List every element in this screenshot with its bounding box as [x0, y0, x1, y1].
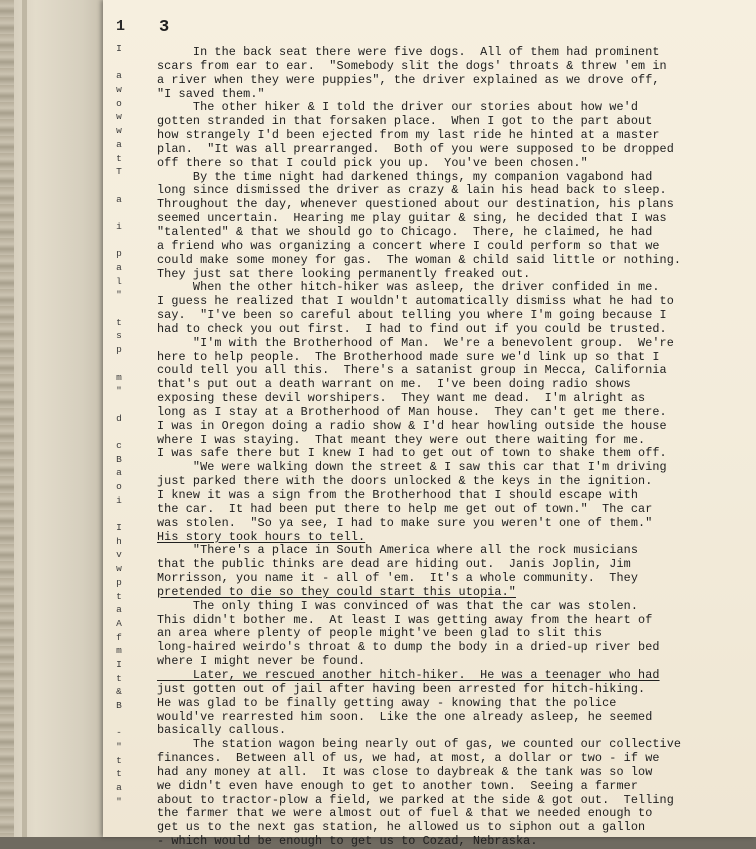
text-line: about to tractor-plow a field, we parked at the side & got out. Telling [157, 792, 674, 807]
margin-letter: d [116, 412, 122, 424]
margin-letter: s [116, 330, 122, 342]
text-line: would've rearrested him soon. Like the one already asleep, he seemed [157, 709, 653, 724]
text-line: gotten stranded in that forsaken place. When I got to the part about [157, 114, 653, 129]
text-line: long-haired weirdo's throat & to dump the body in a dried-up river bed [157, 640, 660, 655]
margin-letter: m [116, 645, 122, 657]
margin-letter [112, 398, 126, 412]
text-line: could tell you all this. There's a satanist group in Mecca, California [157, 363, 667, 378]
margin-letter: a [116, 138, 122, 150]
text-line: The station wagon being nearly out of gas, we counted our collective [157, 737, 682, 752]
text-line: In the back seat there were five dogs. All of them had prominent [157, 45, 660, 59]
text-line: "There's a place in South America where all the rock musicians [157, 543, 639, 558]
body-text [157, 46, 752, 849]
text-line: long as I stay at a Brotherhood of Man house. They can't get me there. [157, 404, 667, 419]
underlying-page-margin-letters [112, 42, 126, 809]
text-line: pretended to die so they could start this utopia." [157, 584, 516, 599]
margin-letter: I [116, 43, 122, 54]
margin-letter: l [116, 275, 122, 287]
margin-letter: a [116, 467, 122, 479]
text-line: a river when they were puppies", the driver explained as we drove off, [157, 72, 660, 87]
underlying-page-number: 1 [116, 18, 126, 35]
text-line: Later, we rescued another hitch-hiker. He was a teenager who had [157, 667, 660, 682]
text-line: was stolen. "So ya see, I had to make sure you weren't one of them." [157, 515, 653, 530]
margin-letter: " [116, 289, 122, 301]
text-line: could make some money for gas. The woman & child said little or nothing. [157, 252, 682, 267]
margin-letter: " [116, 385, 122, 397]
text-line: we didn't even have enough to get to another town. Seeing a farmer [157, 778, 639, 793]
margin-letter: i [116, 494, 122, 506]
margin-letter: t [116, 316, 122, 328]
text-line: basically callous. [157, 723, 287, 738]
margin-letter: a [116, 782, 122, 794]
text-line: just gotten out of jail after having been arrested for hitch-hiking. [157, 681, 646, 696]
margin-letter: I [116, 522, 122, 534]
margin-letter: m [116, 371, 122, 383]
text-line: When the other hitch-hiker was asleep, the driver confided in me. [157, 280, 660, 295]
margin-letter: o [116, 97, 122, 109]
text-line: finances. Between all of us, we had, at most, a dollar or two - if we [157, 751, 660, 766]
text-line: This didn't bother me. At least I was getting away from the heart of [157, 612, 653, 627]
text-line: He was glad to be finally getting away - knowing that the police [157, 695, 617, 710]
text-line: just parked there with the doors unlocked & the keys in the ignition. [157, 474, 653, 489]
margin-letter: i [116, 220, 122, 232]
text-line: had any money at all. It was close to daybreak & the tank was so low [157, 764, 653, 779]
text-line: "I saved them." [157, 86, 265, 101]
text-line: Throughout the day, whenever questioned about our destination, his plans [157, 197, 674, 212]
margin-letter: a [116, 604, 122, 616]
text-line: They just sat there looking permanently freaked out. [157, 266, 531, 281]
text-line: I knew it was a sign from the Brotherhood that I should escape with [157, 488, 639, 502]
margin-letter: t [116, 768, 122, 780]
text-line: that's put out a death warrant on me. I've been doing radio shows [157, 377, 631, 392]
text-line: I guess he realized that I wouldn't automatically dismiss what he had to [157, 294, 674, 309]
margin-letter: o [116, 481, 122, 492]
margin-letter [112, 713, 126, 727]
text-line: seemed uncertain. Hearing me play guitar & sing, he decided that I was [157, 211, 667, 226]
text-line: that the public thinks are dead are hiding out. Janis Joplin, Jim [157, 557, 631, 572]
margin-letter [112, 234, 126, 248]
margin-letter: t [116, 672, 122, 684]
margin-letter: p [116, 248, 122, 260]
text-line: "I'm with the Brotherhood of Man. We're a benevolent group. We're [157, 335, 674, 350]
text-line: say. "I've been so careful about telling you where I'm going because I [157, 308, 667, 323]
margin-letter: T [116, 166, 122, 178]
margin-letter: p [116, 344, 122, 356]
margin-letter [112, 302, 126, 316]
text-line: the car. It had been put there to help me get out of town." The car [157, 501, 653, 516]
margin-letter: B [116, 700, 122, 711]
text-line: The only thing I was convinced of was that the car was stolen. [157, 598, 639, 613]
text-line: where I was staying. That meant they were out there waiting for me. [157, 432, 646, 447]
margin-letter: w [116, 111, 122, 123]
text-line: where I might never be found. [157, 654, 366, 669]
margin-letter: w [116, 84, 122, 96]
text-line: how strangely I'd been ejected from my last ride he hinted at a master [157, 128, 660, 143]
margin-letter [112, 425, 126, 439]
text-line: - which would be enough to get us to Cozad, Nebraska. [157, 834, 538, 849]
text-line: off there so that I could pick you up. You've been chosen." [157, 155, 588, 170]
text-line: I was safe there but I knew I had to get out of town to shake them off. [157, 446, 667, 461]
text-line: By the time night had darkened things, my companion vagabond had [157, 169, 653, 184]
page-number: 3 [159, 18, 170, 37]
text-line: "talented" & that we should go to Chicago. There, he claimed, he had [157, 224, 653, 239]
text-line: had to check you out first. I had to find out if you could be trusted. [157, 321, 667, 336]
margin-letter [112, 206, 126, 220]
margin-letter: I [116, 658, 122, 670]
margin-letter [112, 507, 126, 521]
margin-letter: a [116, 262, 122, 273]
margin-letter: - [116, 727, 122, 739]
typewritten-page [103, 0, 756, 849]
margin-letter: h [116, 535, 122, 547]
text-line: get us to the next gas station, he allowed us to siphon out a gallon [157, 820, 646, 835]
text-line: The other hiker & I told the driver our stories about how we'd [157, 100, 639, 115]
text-line: "We were walking down the street & I saw this car that I'm driving [157, 460, 667, 475]
text-line: scars from ear to ear. "Somebody slit the dogs' throats & threw 'em in [157, 58, 667, 73]
margin-letter: f [116, 631, 122, 643]
text-line: a friend who was organizing a concert where I could perform so that we [157, 238, 660, 253]
text-line: I was in Oregon doing a radio show & I'd hear howling outside the house [157, 418, 667, 433]
margin-letter: w [116, 125, 122, 137]
text-line: long since dismissed the driver as crazy & lain his head back to sleep. [157, 183, 667, 198]
margin-letter: w [116, 563, 122, 575]
margin-letter: B [116, 453, 122, 465]
page-stack-edge [0, 0, 14, 837]
margin-letter [112, 56, 126, 70]
margin-letter: c [116, 439, 122, 451]
text-line: exposing these devil worshipers. They want me dead. I'm alright as [157, 391, 646, 406]
margin-letter: A [116, 617, 122, 629]
margin-letter: " [116, 741, 122, 753]
text-line: Morrisson, you name it - all of 'em. It's a whole community. They [157, 571, 639, 586]
text-line: plan. "It was all prearranged. Both of you were supposed to be dropped [157, 141, 674, 156]
margin-letter: v [116, 549, 122, 561]
margin-letter: p [116, 576, 122, 588]
page-fold [22, 0, 27, 837]
margin-letter: a [116, 193, 122, 205]
margin-letter [112, 179, 126, 193]
margin-letter: " [116, 795, 122, 807]
text-line: His story took hours to tell. [157, 529, 366, 544]
text-line: an area where plenty of people might've been glad to slit this [157, 626, 603, 641]
underlying-page [0, 0, 118, 837]
margin-letter: & [116, 686, 122, 698]
text-line: here to help people. The Brotherhood made sure we'd link up so that I [157, 349, 660, 364]
margin-letter: t [116, 152, 122, 164]
margin-letter: t [116, 590, 122, 602]
margin-letter: a [116, 70, 122, 82]
margin-letter [112, 357, 126, 371]
text-line: the farmer that we were almost out of fuel & that we needed enough to [157, 806, 653, 821]
margin-letter: t [116, 754, 122, 766]
